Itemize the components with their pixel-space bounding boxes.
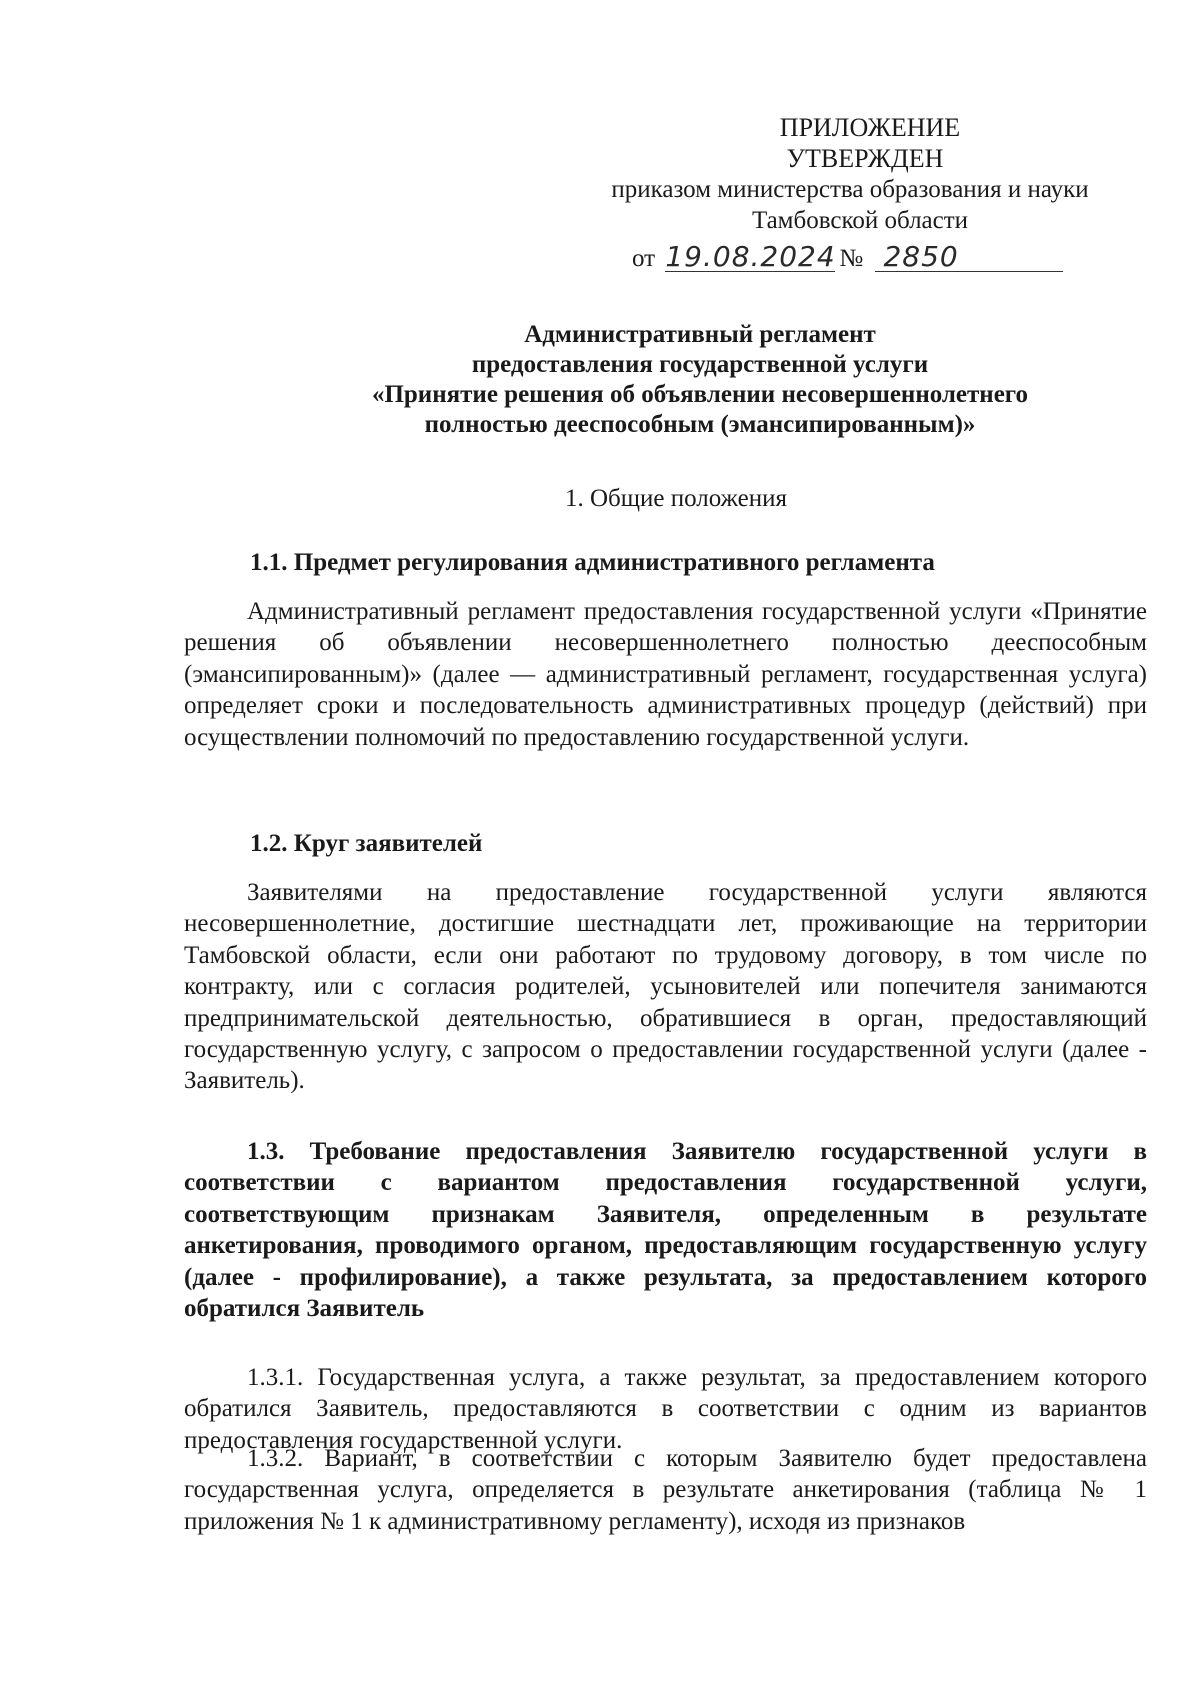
section-heading-requirement: 1.3. Требование предоставления Заявителю государственной услуги в соответствии с вариантом предоставления государственной услуги, соответствующим признакам Заявителя, определенным в результате анкетирования, проводимого органом, предоставляющим государственную услугу (далее - профилирование), а также результата, за предоставлением которого обратился Заявитель: [184, 1138, 1147, 1323]
regulation-title: [300, 320, 1100, 440]
regulation-title-line: полностью дееспособным (эмансипированным)»: [424, 411, 976, 438]
section-heading-subject: 1.1. Предмет регулирования административного регламента: [250, 549, 935, 576]
regulation-title-line: «Принятие решения об объявлении несовершеннолетнего: [371, 381, 1029, 408]
order-date-number: [632, 242, 1063, 276]
paragraph-1-3-1: 1.3.1. Государственная услуга, а также результат, за предоставлением которого обратился Заявитель, предоставляются в соответствии с одним из вариантов предоставления государственной услуги.: [184, 1364, 1147, 1454]
regulation-title-line: Административный регламент: [524, 321, 876, 348]
paragraph-subject: Административный регламент предоставления государственной услуги «Принятие решения об объявлении несовершеннолетнего полностью дееспособным (эмансипированным)» (далее — административный регламент, государственная услуга) определяет сроки и последовательность административных процедур (действий) при осуществлении полномочий по предоставлению государственной услуги.: [184, 598, 1147, 751]
section-heading-applicants: 1.2. Круг заявителей: [250, 830, 483, 857]
section-heading-general: 1. Общие положения: [565, 485, 787, 512]
order-region: Тамбовской области: [751, 207, 969, 234]
regulation-title-line: предоставления государственной услуги: [471, 351, 929, 378]
paragraph-1-3-2: 1.3.2. Вариант, в соответствии с которым Заявителю будет предоставлена государственная услуга, определяется в результате анкетирования (таблица № 1 приложения № 1 к административному регламенту), исходя из признаков: [184, 1445, 1147, 1535]
date-prefix: от: [632, 245, 656, 272]
handwritten-date: 19.08.2024: [665, 240, 836, 273]
number-sign: №: [839, 245, 864, 272]
paragraph-applicants: Заявителями на предоставление государственной услуги являются несовершеннолетние, достигшие шестнадцати лет, проживающие на территории Тамбовской области, если они работают по трудовому договору, в том числе по контракту, или с согласия родителей, усыновителей или попечителя занимаются предпринимательской деятельностью, обратившиеся в орган, предоставляющий государственную услугу, с запросом о предоставлении государственной услуги (далее - Заявитель).: [184, 879, 1147, 1095]
order-authority: приказом министерства образования и науки: [611, 176, 1089, 203]
appendix-label: ПРИЛОЖЕНИЕ: [779, 113, 961, 142]
approval-block: [570, 112, 1130, 236]
approved-label: УТВЕРЖДЕН: [786, 144, 944, 173]
handwritten-number: 2850: [875, 243, 1063, 272]
